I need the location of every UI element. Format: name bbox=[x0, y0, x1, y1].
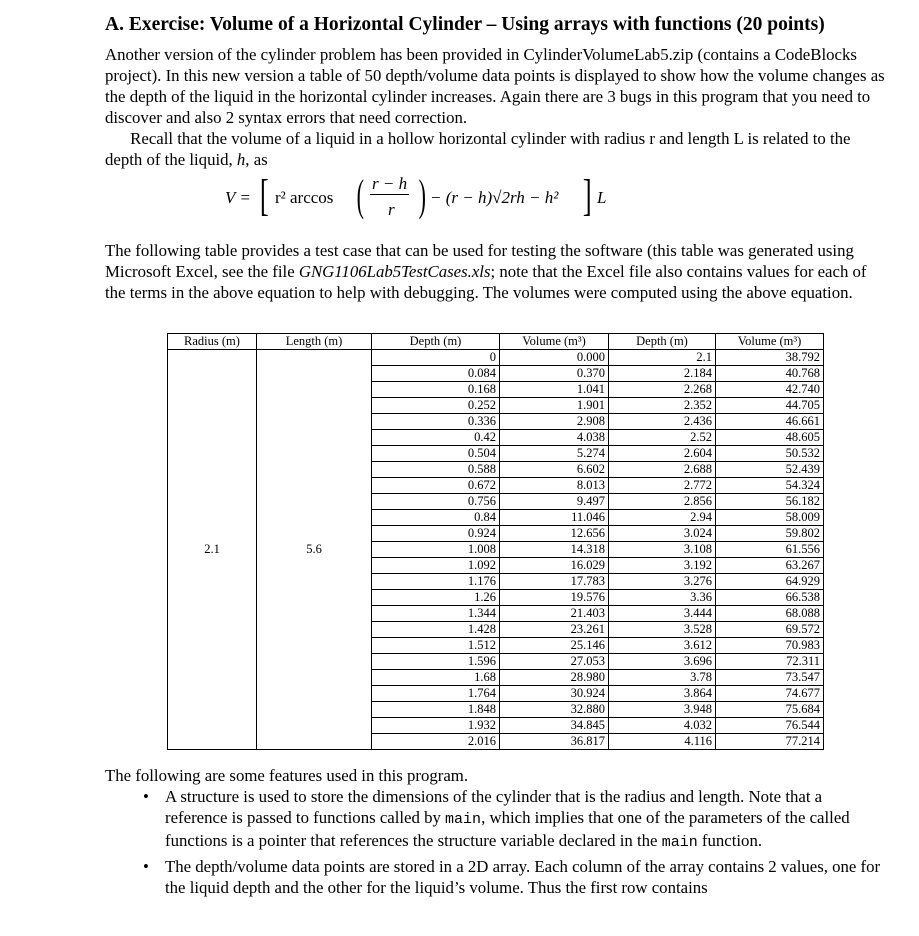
volume-cell: 12.656 bbox=[500, 526, 609, 542]
test-case-table bbox=[167, 333, 824, 750]
depth-cell: 3.612 bbox=[609, 638, 716, 654]
depth-cell: 2.016 bbox=[372, 734, 500, 750]
volume-cell: 73.547 bbox=[716, 670, 824, 686]
depth-cell: 3.948 bbox=[609, 702, 716, 718]
volume-cell: 0.000 bbox=[500, 350, 609, 366]
radius-cell: 2.1 bbox=[168, 350, 257, 750]
volume-cell: 5.274 bbox=[500, 446, 609, 462]
volume-cell: 28.980 bbox=[500, 670, 609, 686]
depth-cell: 3.108 bbox=[609, 542, 716, 558]
depth-cell: 1.596 bbox=[372, 654, 500, 670]
volume-cell: 61.556 bbox=[716, 542, 824, 558]
feature-item: • A structure is used to store the dimensions of the cylinder that is the radius and length. Note that a reference is passed to functions called by main, which implies that one of the parameters of the called functions is a pointer that references the structure variable declared in the main function. bbox=[143, 787, 850, 851]
depth-cell: 2.352 bbox=[609, 398, 716, 414]
depth-cell: 1.344 bbox=[372, 606, 500, 622]
volume-cell: 27.053 bbox=[500, 654, 609, 670]
volume-cell: 54.324 bbox=[716, 478, 824, 494]
depth-cell: 2.94 bbox=[609, 510, 716, 526]
volume-cell: 21.403 bbox=[500, 606, 609, 622]
volume-cell: 19.576 bbox=[500, 590, 609, 606]
depth-cell: 1.68 bbox=[372, 670, 500, 686]
volume-cell: 48.605 bbox=[716, 430, 824, 446]
volume-cell: 52.439 bbox=[716, 462, 824, 478]
depth-cell: 0.672 bbox=[372, 478, 500, 494]
feature-item: • The depth/volume data points are stored in a 2D array. Each column of the array contains 2 values, one for the liquid depth and the other for the liquid’s volume. Thus the first row contains bbox=[143, 857, 881, 897]
depth-cell: 2.268 bbox=[609, 382, 716, 398]
depth-cell: 0.42 bbox=[372, 430, 500, 446]
formula-fraction-numerator: r − h bbox=[372, 174, 408, 193]
formula-length: L bbox=[597, 188, 607, 207]
depth-cell: 3.528 bbox=[609, 622, 716, 638]
column-header: Depth (m) bbox=[372, 334, 500, 350]
column-header: Depth (m) bbox=[609, 334, 716, 350]
depth-cell: 2.772 bbox=[609, 478, 716, 494]
depth-cell: 2.688 bbox=[609, 462, 716, 478]
depth-cell: 1.428 bbox=[372, 622, 500, 638]
volume-cell: 40.768 bbox=[716, 366, 824, 382]
depth-cell: 1.092 bbox=[372, 558, 500, 574]
volume-cell: 70.983 bbox=[716, 638, 824, 654]
volume-cell: 32.880 bbox=[500, 702, 609, 718]
volume-cell: 16.029 bbox=[500, 558, 609, 574]
volume-cell: 14.318 bbox=[500, 542, 609, 558]
table-intro-text-end: ; note that the Excel file also contains values for each of the terms in the above equation to help with debugging. The volumes were computed using the above equation. bbox=[105, 262, 867, 302]
depth-cell: 1.176 bbox=[372, 574, 500, 590]
depth-cell: 0.084 bbox=[372, 366, 500, 382]
depth-cell: 3.36 bbox=[609, 590, 716, 606]
column-header: Volume (m³) bbox=[500, 334, 609, 350]
recall-text-end: , as bbox=[245, 150, 268, 169]
depth-cell: 3.864 bbox=[609, 686, 716, 702]
volume-cell: 1.901 bbox=[500, 398, 609, 414]
depth-cell: 0.924 bbox=[372, 526, 500, 542]
volume-cell: 23.261 bbox=[500, 622, 609, 638]
volume-cell: 11.046 bbox=[500, 510, 609, 526]
formula-bracket-right: ] bbox=[582, 171, 592, 220]
volume-cell: 34.845 bbox=[500, 718, 609, 734]
table-intro-text: The following table provides a test case that can be used for testing the software (this table was generated using Microsoft Excel, see the file bbox=[105, 241, 854, 281]
volume-cell: 74.677 bbox=[716, 686, 824, 702]
depth-cell: 3.192 bbox=[609, 558, 716, 574]
code-main: main bbox=[661, 834, 698, 851]
volume-cell: 77.214 bbox=[716, 734, 824, 750]
volume-cell: 4.038 bbox=[500, 430, 609, 446]
volume-cell: 42.740 bbox=[716, 382, 824, 398]
volume-cell: 63.267 bbox=[716, 558, 824, 574]
volume-cell: 0.370 bbox=[500, 366, 609, 382]
volume-cell: 6.602 bbox=[500, 462, 609, 478]
depth-cell: 3.696 bbox=[609, 654, 716, 670]
bullet-icon: • bbox=[143, 787, 149, 806]
volume-cell: 38.792 bbox=[716, 350, 824, 366]
depth-cell: 2.184 bbox=[609, 366, 716, 382]
depth-cell: 2.604 bbox=[609, 446, 716, 462]
volume-formula: V = [ r² arccos ( r − h r ) − (r − h)√2rh − h² ] L bbox=[225, 171, 607, 220]
depth-cell: 4.032 bbox=[609, 718, 716, 734]
volume-cell: 1.041 bbox=[500, 382, 609, 398]
depth-cell: 3.024 bbox=[609, 526, 716, 542]
formula-rest: − (r − h)√2rh − h² bbox=[430, 188, 559, 207]
volume-cell: 46.661 bbox=[716, 414, 824, 430]
recall-text: Recall that the volume of a liquid in a hollow horizontal cylinder with radius r and length L is related to the depth of the liquid, bbox=[105, 129, 851, 169]
volume-cell: 64.929 bbox=[716, 574, 824, 590]
formula-bracket-left: [ bbox=[259, 171, 269, 220]
formula-r2-arccos: r² arccos bbox=[275, 188, 334, 207]
formula-fraction-denominator: r bbox=[388, 200, 395, 219]
volume-cell: 75.684 bbox=[716, 702, 824, 718]
depth-cell: 0 bbox=[372, 350, 500, 366]
depth-cell: 0.336 bbox=[372, 414, 500, 430]
volume-cell: 59.802 bbox=[716, 526, 824, 542]
volume-cell: 50.532 bbox=[716, 446, 824, 462]
features-list bbox=[105, 786, 885, 901]
volume-cell: 2.908 bbox=[500, 414, 609, 430]
depth-cell: 1.764 bbox=[372, 686, 500, 702]
volume-cell: 30.924 bbox=[500, 686, 609, 702]
depth-cell: 2.436 bbox=[609, 414, 716, 430]
volume-cell: 56.182 bbox=[716, 494, 824, 510]
intro-paragraph: Another version of the cylinder problem has been provided in CylinderVolumeLab5.zip (contains a CodeBlocks project). In this new version a table of 50 depth/volume data points is displayed to show how the volume changes as the depth of the liquid in the horizontal cylinder increases. Again there are 3 bugs in this program that you need to discover and also 2 syntax errors that need correction. bbox=[105, 45, 885, 127]
depth-cell: 1.932 bbox=[372, 718, 500, 734]
column-header: Length (m) bbox=[257, 334, 372, 350]
volume-cell: 76.544 bbox=[716, 718, 824, 734]
column-header: Radius (m) bbox=[168, 334, 257, 350]
depth-cell: 1.008 bbox=[372, 542, 500, 558]
volume-cell: 66.538 bbox=[716, 590, 824, 606]
volume-cell: 9.497 bbox=[500, 494, 609, 510]
table-intro-paragraph bbox=[105, 240, 885, 303]
depth-cell: 0.504 bbox=[372, 446, 500, 462]
volume-cell: 69.572 bbox=[716, 622, 824, 638]
formula-lhs: V = bbox=[225, 188, 251, 207]
length-cell: 5.6 bbox=[257, 350, 372, 750]
depth-cell: 0.168 bbox=[372, 382, 500, 398]
depth-cell: 2.1 bbox=[609, 350, 716, 366]
features-intro: The following are some features used in this program. bbox=[105, 766, 469, 785]
volume-cell: 44.705 bbox=[716, 398, 824, 414]
code-main: main bbox=[445, 811, 482, 828]
depth-cell: 3.276 bbox=[609, 574, 716, 590]
column-header: Volume (m³) bbox=[716, 334, 824, 350]
volume-cell: 8.013 bbox=[500, 478, 609, 494]
depth-cell: 0.252 bbox=[372, 398, 500, 414]
volume-cell: 58.009 bbox=[716, 510, 824, 526]
depth-cell: 1.26 bbox=[372, 590, 500, 606]
depth-cell: 1.512 bbox=[372, 638, 500, 654]
depth-cell: 0.756 bbox=[372, 494, 500, 510]
excel-filename: GNG1106Lab5TestCases.xls bbox=[298, 262, 491, 281]
volume-cell: 36.817 bbox=[500, 734, 609, 750]
depth-cell: 3.444 bbox=[609, 606, 716, 622]
volume-cell: 72.311 bbox=[716, 654, 824, 670]
recall-paragraph bbox=[105, 128, 885, 170]
volume-cell: 68.088 bbox=[716, 606, 824, 622]
bullet-icon: • bbox=[143, 857, 149, 876]
depth-cell: 0.84 bbox=[372, 510, 500, 526]
depth-cell: 1.848 bbox=[372, 702, 500, 718]
volume-cell: 17.783 bbox=[500, 574, 609, 590]
table-row bbox=[168, 350, 824, 366]
depth-cell: 2.52 bbox=[609, 430, 716, 446]
h-variable: h bbox=[236, 150, 246, 169]
section-title: A. Exercise: Volume of a Horizontal Cylinder – Using arrays with functions (20 points) bbox=[105, 14, 825, 35]
depth-cell: 2.856 bbox=[609, 494, 716, 510]
depth-cell: 3.78 bbox=[609, 670, 716, 686]
volume-cell: 25.146 bbox=[500, 638, 609, 654]
depth-cell: 4.116 bbox=[609, 734, 716, 750]
depth-cell: 0.588 bbox=[372, 462, 500, 478]
